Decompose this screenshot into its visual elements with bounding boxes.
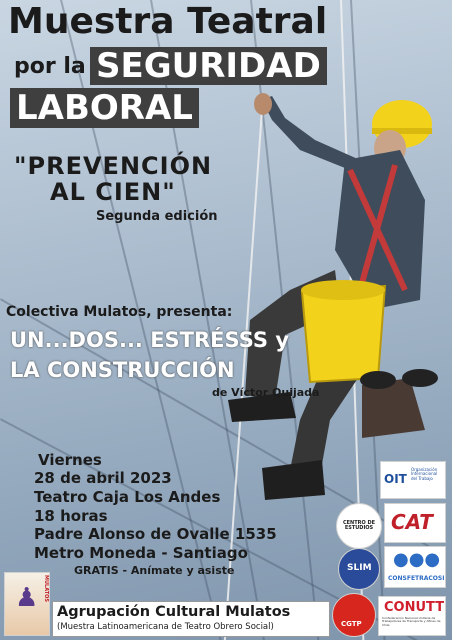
mulatos-logo-text: MULATOS	[43, 575, 49, 602]
consfetracosi-figures: ●●●	[393, 549, 441, 570]
oit-mark: OIT	[384, 472, 407, 486]
event-price: GRATIS - Anímate y asiste	[74, 564, 235, 577]
event-time: 18 horas	[34, 507, 108, 525]
title-line2b: SEGURIDAD	[90, 47, 327, 85]
mulatos-logo	[4, 572, 50, 636]
bucket-icon	[302, 286, 385, 382]
play-author: de Víctor Quijada	[212, 386, 320, 399]
tagline-line2: AL CIEN"	[50, 178, 176, 206]
title-line3: LABORAL	[10, 88, 199, 128]
oit-logo	[380, 461, 446, 499]
event-day: Viernes	[38, 451, 102, 469]
consfetracosi-logo	[384, 546, 446, 588]
hand	[254, 93, 272, 115]
play-name-line2: LA CONSTRUCCIÓN	[10, 358, 235, 382]
centro-text: CENTRO DE ESTUDIOS	[342, 520, 376, 531]
mulatos-figure-icon: ♟	[15, 583, 39, 613]
event-metro: Metro Moneda - Santiago	[34, 544, 248, 562]
presenter: Colectiva Mulatos, presenta:	[6, 304, 233, 320]
title-line1: Muestra Teatral	[8, 1, 328, 42]
edition: Segunda edición	[96, 209, 218, 224]
cgtp-logo	[332, 593, 376, 637]
cgtp-text: CGTP	[341, 620, 362, 628]
centro-estudios-logo	[336, 503, 382, 549]
title-line2a: por la	[14, 54, 86, 79]
slim-logo	[338, 548, 380, 590]
event-venue: Teatro Caja Los Andes	[34, 488, 221, 506]
event-address: Padre Alonso de Ovalle 1535	[34, 525, 277, 543]
tagline-line1: "PREVENCIÓN	[14, 152, 213, 180]
play-name-line1: UN...DOS... ESTRÉSSS y	[10, 328, 290, 352]
conutt-text: CONUTT	[384, 600, 445, 615]
footer-org-sub: (Muestra Latinoamericana de Teatro Obrero Social)	[57, 622, 274, 632]
footer-org: Agrupación Cultural Mulatos	[57, 604, 291, 620]
event-date: 28 de abril 2023	[34, 469, 172, 487]
cat-logo	[384, 503, 446, 543]
consfetracosi-text: CONSFETRACOSI	[388, 575, 445, 582]
cat-text: CAT	[391, 510, 433, 534]
footer-banner	[52, 601, 330, 637]
slim-text: SLIM	[347, 563, 372, 573]
conutt-logo	[378, 596, 446, 636]
conutt-sub: Confederación Nacional Unitaria de Trabajadores de Transporte y Afines de Chile	[382, 616, 441, 627]
oit-text: Organización Internacional del Trabajo	[411, 467, 438, 481]
